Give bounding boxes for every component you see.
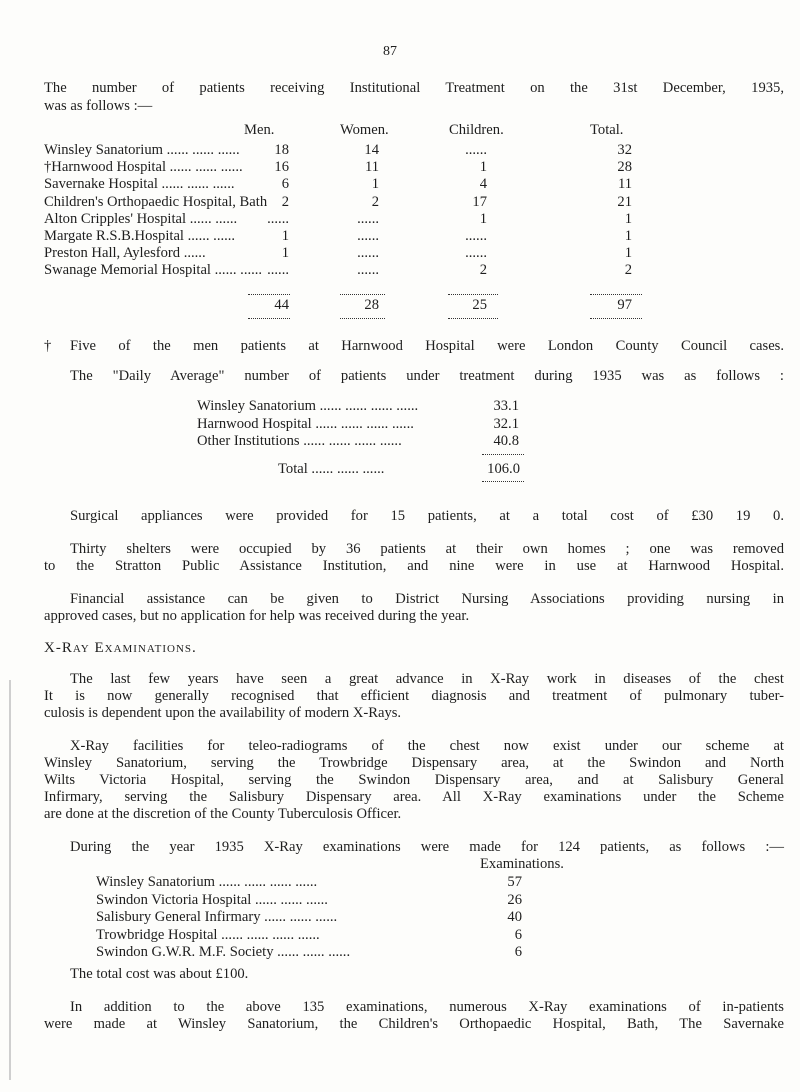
dotted-rule [482,454,524,455]
dotted-rule [340,318,385,319]
row-name: Margate R.S.B.Hospital ...... ...... [44,227,236,244]
row-men: 16 [274,159,289,176]
row-children: 1 [479,159,487,176]
row-total: 2 [624,262,632,279]
row-total: 28 [617,159,632,176]
row-men: 1 [281,227,289,244]
table-row [44,142,784,159]
item-name: Other Institutions ...... ...... ...... ...... [197,433,402,449]
row-women: ...... [357,245,379,262]
xray-p2-line-3: Wilts Victoria Hospital, serving the Swindon Dispensary area, and at Salisbury General [44,772,784,788]
total-total: 97 [617,297,632,313]
row-name: Preston Hall, Aylesford ...... [44,245,206,262]
patients-table [44,122,784,280]
table-row [44,194,784,211]
header-women: Women. [340,122,389,138]
xray-heading: X-Ray Examinations. [44,640,197,656]
xray-p2-line-5: are done at the discretion of the County Tuberculosis Officer. [44,806,402,822]
row-children: ...... [465,245,487,262]
row-total: 11 [617,176,632,193]
row-men: 2 [281,193,289,210]
row-total: 1 [624,245,632,262]
daily-average-total-value: 106.0 [487,461,520,477]
dotted-rule [248,294,290,295]
financial-line-2: approved cases, but no application for help was received during the year. [44,608,470,624]
row-total: 1 [624,210,632,227]
examinations-column-header: Examinations. [480,856,564,872]
table-row [44,228,784,245]
row-women: ...... [357,210,379,227]
total-children: 25 [472,297,487,313]
header-total: Total. [590,122,624,138]
financial-line-1: Financial assistance can be given to District Nursing Associations providing nursing in [70,591,784,607]
table-row [44,159,784,176]
page-number: 87 [383,44,397,59]
item-value: 26 [507,891,522,908]
row-women: 11 [364,159,379,176]
xray-p2-line-1: X-Ray facilities for teleo-radiograms of the chest now exist under our scheme at [70,738,784,754]
xray-p2-line-2: Winsley Sanatorium, serving the Trowbridge Dispensary area, at the Swindon and North [44,755,784,771]
item-value: 32.1 [493,415,519,432]
row-name: Swanage Memorial Hospital ...... ...... [44,262,263,279]
item-name: Salisbury General Infirmary ...... ...... ...... [96,909,338,925]
item-name: Winsley Sanatorium ...... ...... ...... ...... [197,398,419,414]
dotted-rule [448,318,498,319]
table-header [44,122,784,142]
item-value: 40.8 [493,433,519,449]
dotted-rule [482,481,524,482]
row-total: 1 [624,227,632,244]
row-men: 1 [281,245,289,262]
row-name: Winsley Sanatorium ...... ...... ...... [44,142,240,158]
scan-edge-shadow [9,680,11,1080]
xray-p4-line-2: were made at Winsley Sanatorium, the Children's Orthopaedic Hospital, Bath, The Savernake [44,1016,784,1032]
table-row [44,245,784,262]
row-women: 14 [364,142,379,158]
xray-p4-line-1: In addition to the above 135 examinations, numerous X-Ray examinations of in-patients [70,999,784,1015]
dotted-rule [448,294,498,295]
daily-average-intro: The "Daily Average" number of patients under treatment during 1935 was as follows : [70,368,784,384]
table-row [44,262,784,279]
row-children: 2 [479,262,487,279]
item-name: Winsley Sanatorium ...... ...... ...... ...... [96,874,318,890]
item-name: Harnwood Hospital ...... ...... ...... ...... [197,415,414,432]
intro-line-2: was as follows :— [44,98,153,114]
row-name: Alton Cripples' Hospital ...... ...... [44,210,238,227]
row-children: 4 [479,176,487,193]
total-women: 28 [364,297,379,313]
row-children: ...... [465,227,487,244]
shelters-line-2: to the Stratton Public Assistance Institution, and nine were in use at Harnwood Hospital. [44,558,784,574]
row-men: ...... [267,210,289,227]
row-name: Children's Orthopaedic Hospital, Bath [44,193,268,210]
intro-line-1: The number of patients receiving Institutional Treatment on the 31st December, 1935, [44,80,784,96]
item-value: 6 [514,926,522,943]
footnote: †Five of the men patients at Harnwood Hospital were London County Council cases. [44,338,784,354]
item-value: 40 [507,909,522,925]
table-row [44,211,784,228]
item-value: 57 [507,874,522,890]
row-women: ...... [357,262,379,279]
xray-p2-line-4: Infirmary, serving the Salisbury Dispensary area. All X-Ray examinations under the Scheme [44,789,784,805]
item-value: 33.1 [493,398,519,414]
row-total: 21 [617,193,632,210]
row-men: 6 [281,176,289,193]
dotted-rule [340,294,385,295]
dotted-rule [248,318,290,319]
header-children: Children. [449,122,504,138]
xray-total-cost: The total cost was about £100. [70,966,249,982]
header-men: Men. [244,122,275,138]
item-value: 6 [514,944,522,960]
total-men: 44 [274,297,289,313]
item-name: Swindon G.W.R. M.F. Society ...... ...... ...... [96,944,351,960]
row-total: 32 [617,142,632,158]
row-men: ...... [267,262,289,279]
row-children: 17 [472,193,487,210]
item-name: Trowbridge Hospital ...... ...... ...... ...... [96,926,320,943]
dotted-rule [590,318,642,319]
surgical-paragraph: Surgical appliances were provided for 15 patients, at a total cost of £30 19 0. [70,508,784,524]
xray-p3-line-1: During the year 1935 X-Ray examinations were made for 124 patients, as follows :— [70,839,784,855]
xray-p1-line-2: It is now generally recognised that efficient diagnosis and treatment of pulmonary tuber- [44,688,784,704]
table-row [44,176,784,193]
row-name: Savernake Hospital ...... ...... ...... [44,176,235,193]
row-men: 18 [274,142,289,158]
xray-p1-line-3: culosis is dependent upon the availability of modern X-Rays. [44,705,402,721]
dotted-rule [590,294,642,295]
row-women: ...... [357,227,379,244]
shelters-line-1: Thirty shelters were occupied by 36 patients at their own homes ; one was removed [70,541,784,557]
row-name: †Harnwood Hospital ...... ...... ...... [44,159,243,176]
item-name: Swindon Victoria Hospital ...... ...... ...... [96,891,328,908]
row-women: 1 [371,176,379,193]
row-children: 1 [479,210,487,227]
row-women: 2 [371,193,379,210]
xray-p1-line-1: The last few years have seen a great advance in X-Ray work in diseases of the chest [70,671,784,687]
daily-average-total-label: Total ...... ...... ...... [278,461,385,477]
row-children: ...... [465,142,487,158]
